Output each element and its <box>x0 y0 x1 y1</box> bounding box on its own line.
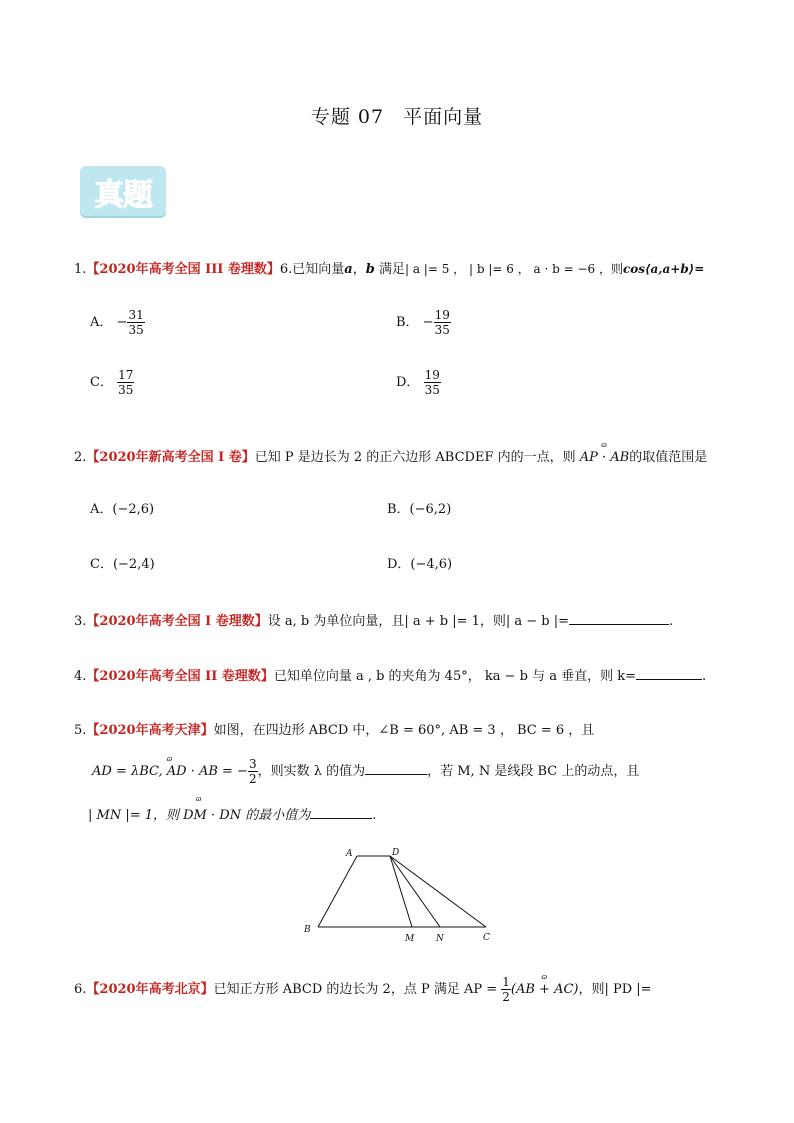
label-b: B <box>304 925 311 935</box>
label-m: M <box>405 934 415 944</box>
period: . <box>669 614 674 629</box>
question-text: 已知 P 是边长为 2 的正六边形 ABCDEF 内的一点，则 <box>254 450 580 465</box>
q1-option-a[interactable] <box>90 308 145 337</box>
numerator: 19 <box>434 308 450 322</box>
segment-dm <box>390 856 412 927</box>
question-number: 3. <box>74 614 87 629</box>
option-fraction <box>127 308 144 337</box>
option-label: B． <box>396 315 419 330</box>
label-d: D <box>392 848 400 858</box>
option-label: D． <box>396 375 420 390</box>
answer-blank[interactable] <box>365 762 427 775</box>
q1-option-c[interactable] <box>90 368 134 397</box>
topic-number: 专题 07 <box>310 106 385 128</box>
question-text: ，则实数 λ 的值为 <box>257 764 366 779</box>
question-text: 6.已知向量 <box>279 262 345 277</box>
answer-blank[interactable] <box>310 806 372 819</box>
question-source: 【2020年高考北京】 <box>86 982 214 997</box>
edge-ab <box>318 856 357 927</box>
quadrilateral-figure <box>300 842 500 946</box>
question-text: 设 a, b 为单位向量，且| a + b |= 1，则| a − b |= <box>267 614 570 629</box>
edge-dc <box>390 856 486 927</box>
segment-dn <box>390 856 440 927</box>
option-sign: − <box>422 315 434 330</box>
denominator: 2 <box>502 990 510 1004</box>
page-title <box>0 102 794 129</box>
question-text: 已知正方形 ABCD 的边长为 2，点 P 满足 AP = <box>213 982 502 997</box>
option-label: A． <box>90 315 113 330</box>
question-text: ，若 M, N 是线段 BC 上的动点，且 <box>427 764 640 779</box>
question-ask: cos⟨a,a+b⟩= <box>622 262 705 276</box>
option-sign: − <box>116 315 128 330</box>
q1-option-d[interactable] <box>396 368 441 397</box>
fraction <box>248 757 258 786</box>
denominator: 2 <box>248 772 257 786</box>
question-condition: | a |= 5 ， | b |= 6 ， a · b = −6 ，则 <box>404 262 623 276</box>
question-number: 2. <box>74 450 87 465</box>
label-n: N <box>436 934 444 944</box>
section-badge <box>80 166 166 216</box>
answer-blank[interactable] <box>569 612 669 625</box>
q2-option-b[interactable]: B．(−6,2) <box>387 502 452 517</box>
question-number: 4. <box>74 669 87 684</box>
question-6 <box>74 975 652 1004</box>
vector-expression: ɷ (AB + AC) <box>511 982 579 997</box>
q1-option-b[interactable] <box>396 308 451 337</box>
question-5-line-3 <box>88 804 376 823</box>
question-text: 已知单位向量 a , b 的夹角为 45°， ka − b 与 a 垂直，则 k= <box>273 669 637 684</box>
label-c: C <box>483 933 490 943</box>
denominator: 35 <box>424 383 440 397</box>
denominator: 35 <box>434 323 450 337</box>
badge-label: 真题 <box>94 178 152 213</box>
numerator: 3 <box>248 757 257 771</box>
answer-blank[interactable] <box>636 667 702 680</box>
period: . <box>372 808 377 823</box>
question-source: 【2020年高考全国 II 卷理数】 <box>86 669 274 684</box>
q2-option-c[interactable]: C．(−2,4) <box>90 557 155 572</box>
q2-option-a[interactable]: A．(−2,6) <box>90 502 155 517</box>
question-tail: 的取值范围是 <box>629 450 708 465</box>
option-label: C． <box>90 375 113 390</box>
question-number: 1. <box>74 262 87 277</box>
denominator: 35 <box>118 383 134 397</box>
vector-b: b <box>365 262 375 277</box>
question-number: 5. <box>74 723 87 738</box>
label-a: A <box>346 849 353 859</box>
question-source: 【2020年新高考全国 I 卷】 <box>86 450 255 465</box>
numerator: 1 <box>502 975 510 989</box>
numerator: 31 <box>128 308 144 322</box>
denominator: 35 <box>128 323 144 337</box>
question-1 <box>74 258 704 277</box>
topic-name: 平面向量 <box>403 106 484 128</box>
fraction <box>501 975 511 1004</box>
option-fraction <box>117 368 134 397</box>
vector-expression: ɷ AP · AB <box>580 450 629 465</box>
question-text: 满足 <box>374 262 405 277</box>
vector-a: a <box>344 262 353 277</box>
q2-option-d[interactable]: D．(−4,6) <box>387 557 453 572</box>
question-text: ɷ | MN |= 1，则 DM · DN 的最小值为 <box>88 804 310 823</box>
question-5-line-2 <box>92 757 639 786</box>
option-fraction <box>434 308 451 337</box>
question-5 <box>74 719 594 738</box>
separator: ， <box>352 262 366 277</box>
numerator: 19 <box>424 368 440 382</box>
question-text: 如图，在四边形 ABCD 中，∠B = 60°, AB = 3 ， BC = 6 ，且 <box>213 723 595 738</box>
option-fraction <box>424 368 441 397</box>
question-source: 【2020年高考全国 III 卷理数】 <box>86 262 280 277</box>
question-2 <box>74 446 707 465</box>
question-tail: ，则| PD |= <box>578 982 652 997</box>
period: . <box>702 669 707 684</box>
vector-condition: ɷ AD = λBC, AD · AB = − <box>92 764 248 779</box>
question-3 <box>74 610 673 629</box>
question-4 <box>74 665 706 684</box>
question-source: 【2020年高考全国 I 卷理数】 <box>86 614 268 629</box>
numerator: 17 <box>118 368 134 382</box>
question-source: 【2020年高考天津】 <box>86 723 214 738</box>
question-number: 6. <box>74 982 87 997</box>
